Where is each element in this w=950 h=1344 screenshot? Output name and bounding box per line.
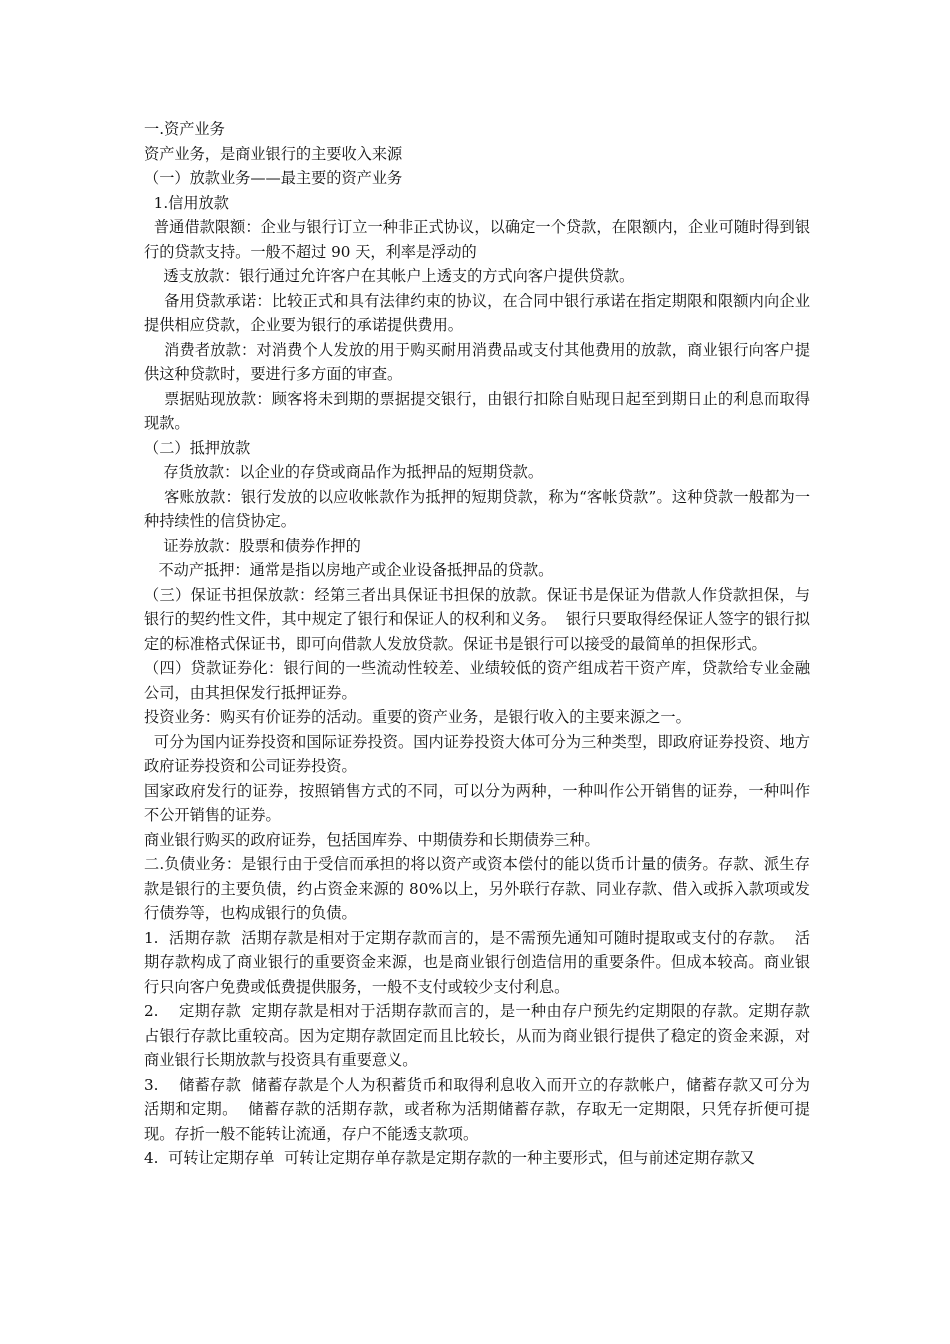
section-heading-liabilities: 二.负债业务：是银行由于受信而承担的将以资产或资本偿付的能以货币计量的债务。存款、派生存款是银行的主要负债，约占资金来源的 80%以上，另外联行存款、同业存款、借入或拆入款项或发行债券等，也构成银行的负债。 (144, 855, 810, 922)
paragraph: 投资业务：购买有价证券的活动。重要的资产业务，是银行收入的主要来源之一。 (144, 708, 691, 726)
subsection-heading: 1.信用放款 (144, 193, 229, 212)
paragraph: 普通借款限额：企业与银行订立一种非正式协议，以确定一个贷款，在限额内，企业可随时得到银行的贷款支持。一般不超过 90 天，利率是浮动的 (144, 218, 811, 261)
paragraph: 不动产抵押：通常是指以房地产或企业设备抵押品的贷款。 (144, 561, 554, 579)
paragraph: 消费者放款：对消费个人发放的用于购买耐用消费品或支付其他费用的放款，商业银行向客户提供这种贷款时，要进行多方面的审查。 (144, 340, 811, 383)
paragraph: （三）保证书担保放款：经第三者出具保证书担保的放款。保证书是保证为借款人作贷款担保，与银行的契约性文件，其中规定了银行和保证人的权利和义务。 银行只要取得经保证人签字的银行拟定的标准格式保证书，即可向借款人发放贷款。保证书是银行可以接受的最简单的担保形式。 (144, 585, 810, 653)
list-item: 4. 可转让定期存单 可转让定期存单存款是定期存款的一种主要形式，但与前述定期存款又 (144, 1149, 755, 1167)
paragraph: 商业银行购买的政府证券，包括国库券、中期债券和长期债券三种。 (144, 830, 600, 849)
paragraph: 透支放款：银行通过允许客户在其帐户上透支的方式向客户提供贷款。 (144, 267, 635, 285)
list-item: 3. 储蓄存款 储蓄存款是个人为积蓄货币和取得利息收入而开立的存款帐户，储蓄存款又可分为活期和定期。 储蓄存款的活期存款，或者称为活期储蓄存款，存取无一定期限，只凭存折便可提现。存折一般不能转让流通，存户不能透支款项。 (144, 1075, 810, 1143)
section-heading-assets: 一.资产业务 (144, 120, 225, 138)
paragraph: （四）贷款证券化：银行间的一些流动性较差、业绩较低的资产组成若干资产库，贷款给专业金融公司，由其担保发行抵押证券。 (144, 659, 810, 702)
subsection-heading: （一）放款业务——最主要的资产业务 (144, 169, 403, 187)
subsection-heading: （二）抵押放款 (144, 438, 251, 457)
paragraph: 可分为国内证券投资和国际证券投资。国内证券投资大体可分为三种类型，即政府证券投资、地方政府证券投资和公司证券投资。 (144, 732, 811, 775)
paragraph: 票据贴现放款：顾客将未到期的票据提交银行，由银行扣除自贴现日起至到期日止的利息而取得现款。 (144, 389, 811, 432)
list-item: 1. 活期存款 活期存款是相对于定期存款而言的，是不需预先通知可随时提取或支付的存款。 活期存款构成了商业银行的重要资金来源，也是商业银行创造信用的重要条件。但成本较高。商业银行只向客户免费或低费提供服务，一般不支付或较少支付利息。 (144, 928, 810, 996)
paragraph: 备用贷款承诺：比较正式和具有法律约束的协议，在合同中银行承诺在指定期限和限额内向企业提供相应贷款，企业要为银行的承诺提供费用。 (144, 291, 811, 334)
paragraph: 资产业务，是商业银行的主要收入来源 (144, 144, 403, 163)
document-body (144, 117, 810, 1171)
paragraph: 国家政府发行的证券，按照销售方式的不同，可以分为两种，一种叫作公开销售的证券，一种叫作不公开销售的证券。 (144, 781, 810, 824)
paragraph: 客账放款：银行发放的以应收帐款作为抵押的短期贷款，称为“客帐贷款”。这种贷款一般都为一种持续性的信贷协定。 (144, 487, 811, 530)
list-item: 2. 定期存款 定期存款是相对于活期存款而言的，是一种由存户预先约定期限的存款。定期存款占银行存款比重较高。因为定期存款固定而且比较长，从而为商业银行提供了稳定的资金来源，对商业银行长期放款与投资具有重要意义。 (144, 1002, 810, 1069)
paragraph: 存货放款：以企业的存贷或商品作为抵押品的短期贷款。 (144, 463, 543, 481)
paragraph: 证券放款：股票和债券作押的 (144, 536, 361, 555)
